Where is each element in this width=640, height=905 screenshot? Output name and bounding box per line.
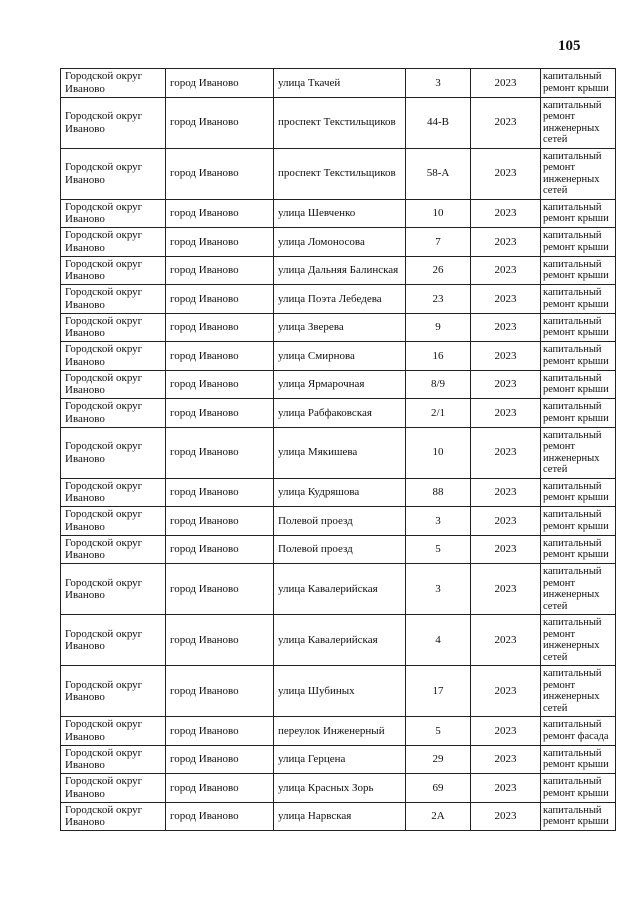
district-cell: Городской округ Иваново	[61, 774, 166, 803]
street-cell: улица Ломоносова	[274, 228, 406, 257]
year-cell: 2023	[471, 399, 541, 428]
table-row	[61, 535, 616, 564]
year-cell: 2023	[471, 427, 541, 478]
page-number: 105	[558, 38, 581, 54]
work-type-cell: капитальный ремонт крыши	[541, 745, 616, 774]
house-number-cell: 3	[406, 564, 471, 615]
district-cell: Городской округ Иваново	[61, 427, 166, 478]
house-number-cell: 9	[406, 313, 471, 342]
street-cell: улица Рабфаковская	[274, 399, 406, 428]
work-type-cell: капитальный ремонт инженерных сетей	[541, 564, 616, 615]
work-type-cell: капитальный ремонт крыши	[541, 774, 616, 803]
district-cell: Городской округ Иваново	[61, 97, 166, 148]
work-type-cell: капитальный ремонт крыши	[541, 199, 616, 228]
house-number-cell: 3	[406, 69, 471, 98]
city-cell: город Иваново	[166, 285, 274, 314]
table-row	[61, 285, 616, 314]
table-row	[61, 148, 616, 199]
year-cell: 2023	[471, 774, 541, 803]
street-cell: улица Зверева	[274, 313, 406, 342]
house-number-cell: 16	[406, 342, 471, 371]
street-cell: улица Герцена	[274, 745, 406, 774]
work-type-cell: капитальный ремонт инженерных сетей	[541, 615, 616, 666]
year-cell: 2023	[471, 342, 541, 371]
work-type-cell: капитальный ремонт инженерных сетей	[541, 666, 616, 717]
district-cell: Городской округ Иваново	[61, 148, 166, 199]
work-type-cell: капитальный ремонт крыши	[541, 370, 616, 399]
district-cell: Городской округ Иваново	[61, 717, 166, 746]
city-cell: город Иваново	[166, 478, 274, 507]
district-cell: Городской округ Иваново	[61, 507, 166, 536]
city-cell: город Иваново	[166, 802, 274, 831]
city-cell: город Иваново	[166, 745, 274, 774]
year-cell: 2023	[471, 370, 541, 399]
city-cell: город Иваново	[166, 507, 274, 536]
street-cell: проспект Текстильщиков	[274, 97, 406, 148]
street-cell: улица Ткачей	[274, 69, 406, 98]
district-cell: Городской округ Иваново	[61, 228, 166, 257]
work-type-cell: капитальный ремонт инженерных сетей	[541, 427, 616, 478]
work-type-cell: капитальный ремонт инженерных сетей	[541, 97, 616, 148]
house-number-cell: 10	[406, 199, 471, 228]
house-number-cell: 29	[406, 745, 471, 774]
district-cell: Городской округ Иваново	[61, 478, 166, 507]
house-number-cell: 3	[406, 507, 471, 536]
table-row	[61, 228, 616, 257]
work-type-cell: капитальный ремонт крыши	[541, 228, 616, 257]
city-cell: город Иваново	[166, 199, 274, 228]
year-cell: 2023	[471, 507, 541, 536]
street-cell: Полевой проезд	[274, 535, 406, 564]
district-cell: Городской округ Иваново	[61, 370, 166, 399]
street-cell: улица Поэта Лебедева	[274, 285, 406, 314]
district-cell: Городской округ Иваново	[61, 399, 166, 428]
city-cell: город Иваново	[166, 342, 274, 371]
district-cell: Городской округ Иваново	[61, 69, 166, 98]
table-row	[61, 564, 616, 615]
city-cell: город Иваново	[166, 228, 274, 257]
work-type-cell: капитальный ремонт крыши	[541, 478, 616, 507]
street-cell: улица Кавалерийская	[274, 564, 406, 615]
work-type-cell: капитальный ремонт крыши	[541, 256, 616, 285]
street-cell: Полевой проезд	[274, 507, 406, 536]
work-type-cell: капитальный ремонт крыши	[541, 285, 616, 314]
city-cell: город Иваново	[166, 535, 274, 564]
house-number-cell: 2А	[406, 802, 471, 831]
table-row	[61, 666, 616, 717]
house-number-cell: 5	[406, 535, 471, 564]
street-cell: улица Красных Зорь	[274, 774, 406, 803]
table-row	[61, 478, 616, 507]
work-type-cell: капитальный ремонт крыши	[541, 313, 616, 342]
city-cell: город Иваново	[166, 370, 274, 399]
street-cell: улица Нарвская	[274, 802, 406, 831]
house-number-cell: 26	[406, 256, 471, 285]
street-cell: улица Ярмарочная	[274, 370, 406, 399]
table-row	[61, 313, 616, 342]
district-cell: Городской округ Иваново	[61, 666, 166, 717]
work-type-cell: капитальный ремонт инженерных сетей	[541, 148, 616, 199]
year-cell: 2023	[471, 313, 541, 342]
district-cell: Городской округ Иваново	[61, 745, 166, 774]
city-cell: город Иваново	[166, 97, 274, 148]
table-row	[61, 774, 616, 803]
city-cell: город Иваново	[166, 717, 274, 746]
district-cell: Городской округ Иваново	[61, 285, 166, 314]
work-type-cell: капитальный ремонт фасада	[541, 717, 616, 746]
district-cell: Городской округ Иваново	[61, 342, 166, 371]
table-row	[61, 399, 616, 428]
repair-schedule-table	[60, 68, 616, 831]
street-cell: улица Дальняя Балинская	[274, 256, 406, 285]
work-type-cell: капитальный ремонт крыши	[541, 535, 616, 564]
work-type-cell: капитальный ремонт крыши	[541, 507, 616, 536]
work-type-cell: капитальный ремонт крыши	[541, 802, 616, 831]
street-cell: улица Шевченко	[274, 199, 406, 228]
work-type-cell: капитальный ремонт крыши	[541, 342, 616, 371]
street-cell: улица Мякишева	[274, 427, 406, 478]
house-number-cell: 69	[406, 774, 471, 803]
city-cell: город Иваново	[166, 774, 274, 803]
street-cell: переулок Инженерный	[274, 717, 406, 746]
table-row	[61, 69, 616, 98]
district-cell: Городской округ Иваново	[61, 256, 166, 285]
table-row	[61, 427, 616, 478]
district-cell: Городской округ Иваново	[61, 199, 166, 228]
city-cell: город Иваново	[166, 666, 274, 717]
district-cell: Городской округ Иваново	[61, 615, 166, 666]
city-cell: город Иваново	[166, 615, 274, 666]
table-row	[61, 97, 616, 148]
year-cell: 2023	[471, 148, 541, 199]
year-cell: 2023	[471, 745, 541, 774]
house-number-cell: 10	[406, 427, 471, 478]
street-cell: улица Кудряшова	[274, 478, 406, 507]
year-cell: 2023	[471, 564, 541, 615]
city-cell: город Иваново	[166, 148, 274, 199]
table-row	[61, 342, 616, 371]
year-cell: 2023	[471, 199, 541, 228]
district-cell: Городской округ Иваново	[61, 313, 166, 342]
year-cell: 2023	[471, 285, 541, 314]
house-number-cell: 17	[406, 666, 471, 717]
table-row	[61, 370, 616, 399]
year-cell: 2023	[471, 256, 541, 285]
table-row	[61, 802, 616, 831]
city-cell: город Иваново	[166, 427, 274, 478]
year-cell: 2023	[471, 666, 541, 717]
year-cell: 2023	[471, 717, 541, 746]
year-cell: 2023	[471, 802, 541, 831]
table-row	[61, 507, 616, 536]
district-cell: Городской округ Иваново	[61, 535, 166, 564]
house-number-cell: 88	[406, 478, 471, 507]
street-cell: проспект Текстильщиков	[274, 148, 406, 199]
year-cell: 2023	[471, 69, 541, 98]
district-cell: Городской округ Иваново	[61, 802, 166, 831]
district-cell: Городской округ Иваново	[61, 564, 166, 615]
street-cell: улица Смирнова	[274, 342, 406, 371]
city-cell: город Иваново	[166, 564, 274, 615]
city-cell: город Иваново	[166, 256, 274, 285]
table-row	[61, 615, 616, 666]
city-cell: город Иваново	[166, 313, 274, 342]
street-cell: улица Шубиных	[274, 666, 406, 717]
house-number-cell: 7	[406, 228, 471, 257]
year-cell: 2023	[471, 535, 541, 564]
house-number-cell: 44-В	[406, 97, 471, 148]
table-row	[61, 745, 616, 774]
city-cell: город Иваново	[166, 69, 274, 98]
house-number-cell: 4	[406, 615, 471, 666]
work-type-cell: капитальный ремонт крыши	[541, 399, 616, 428]
house-number-cell: 58-А	[406, 148, 471, 199]
table-row	[61, 717, 616, 746]
table-row	[61, 256, 616, 285]
year-cell: 2023	[471, 478, 541, 507]
year-cell: 2023	[471, 228, 541, 257]
year-cell: 2023	[471, 97, 541, 148]
house-number-cell: 23	[406, 285, 471, 314]
year-cell: 2023	[471, 615, 541, 666]
house-number-cell: 5	[406, 717, 471, 746]
house-number-cell: 8/9	[406, 370, 471, 399]
street-cell: улица Кавалерийская	[274, 615, 406, 666]
house-number-cell: 2/1	[406, 399, 471, 428]
work-type-cell: капитальный ремонт крыши	[541, 69, 616, 98]
city-cell: город Иваново	[166, 399, 274, 428]
table-row	[61, 199, 616, 228]
